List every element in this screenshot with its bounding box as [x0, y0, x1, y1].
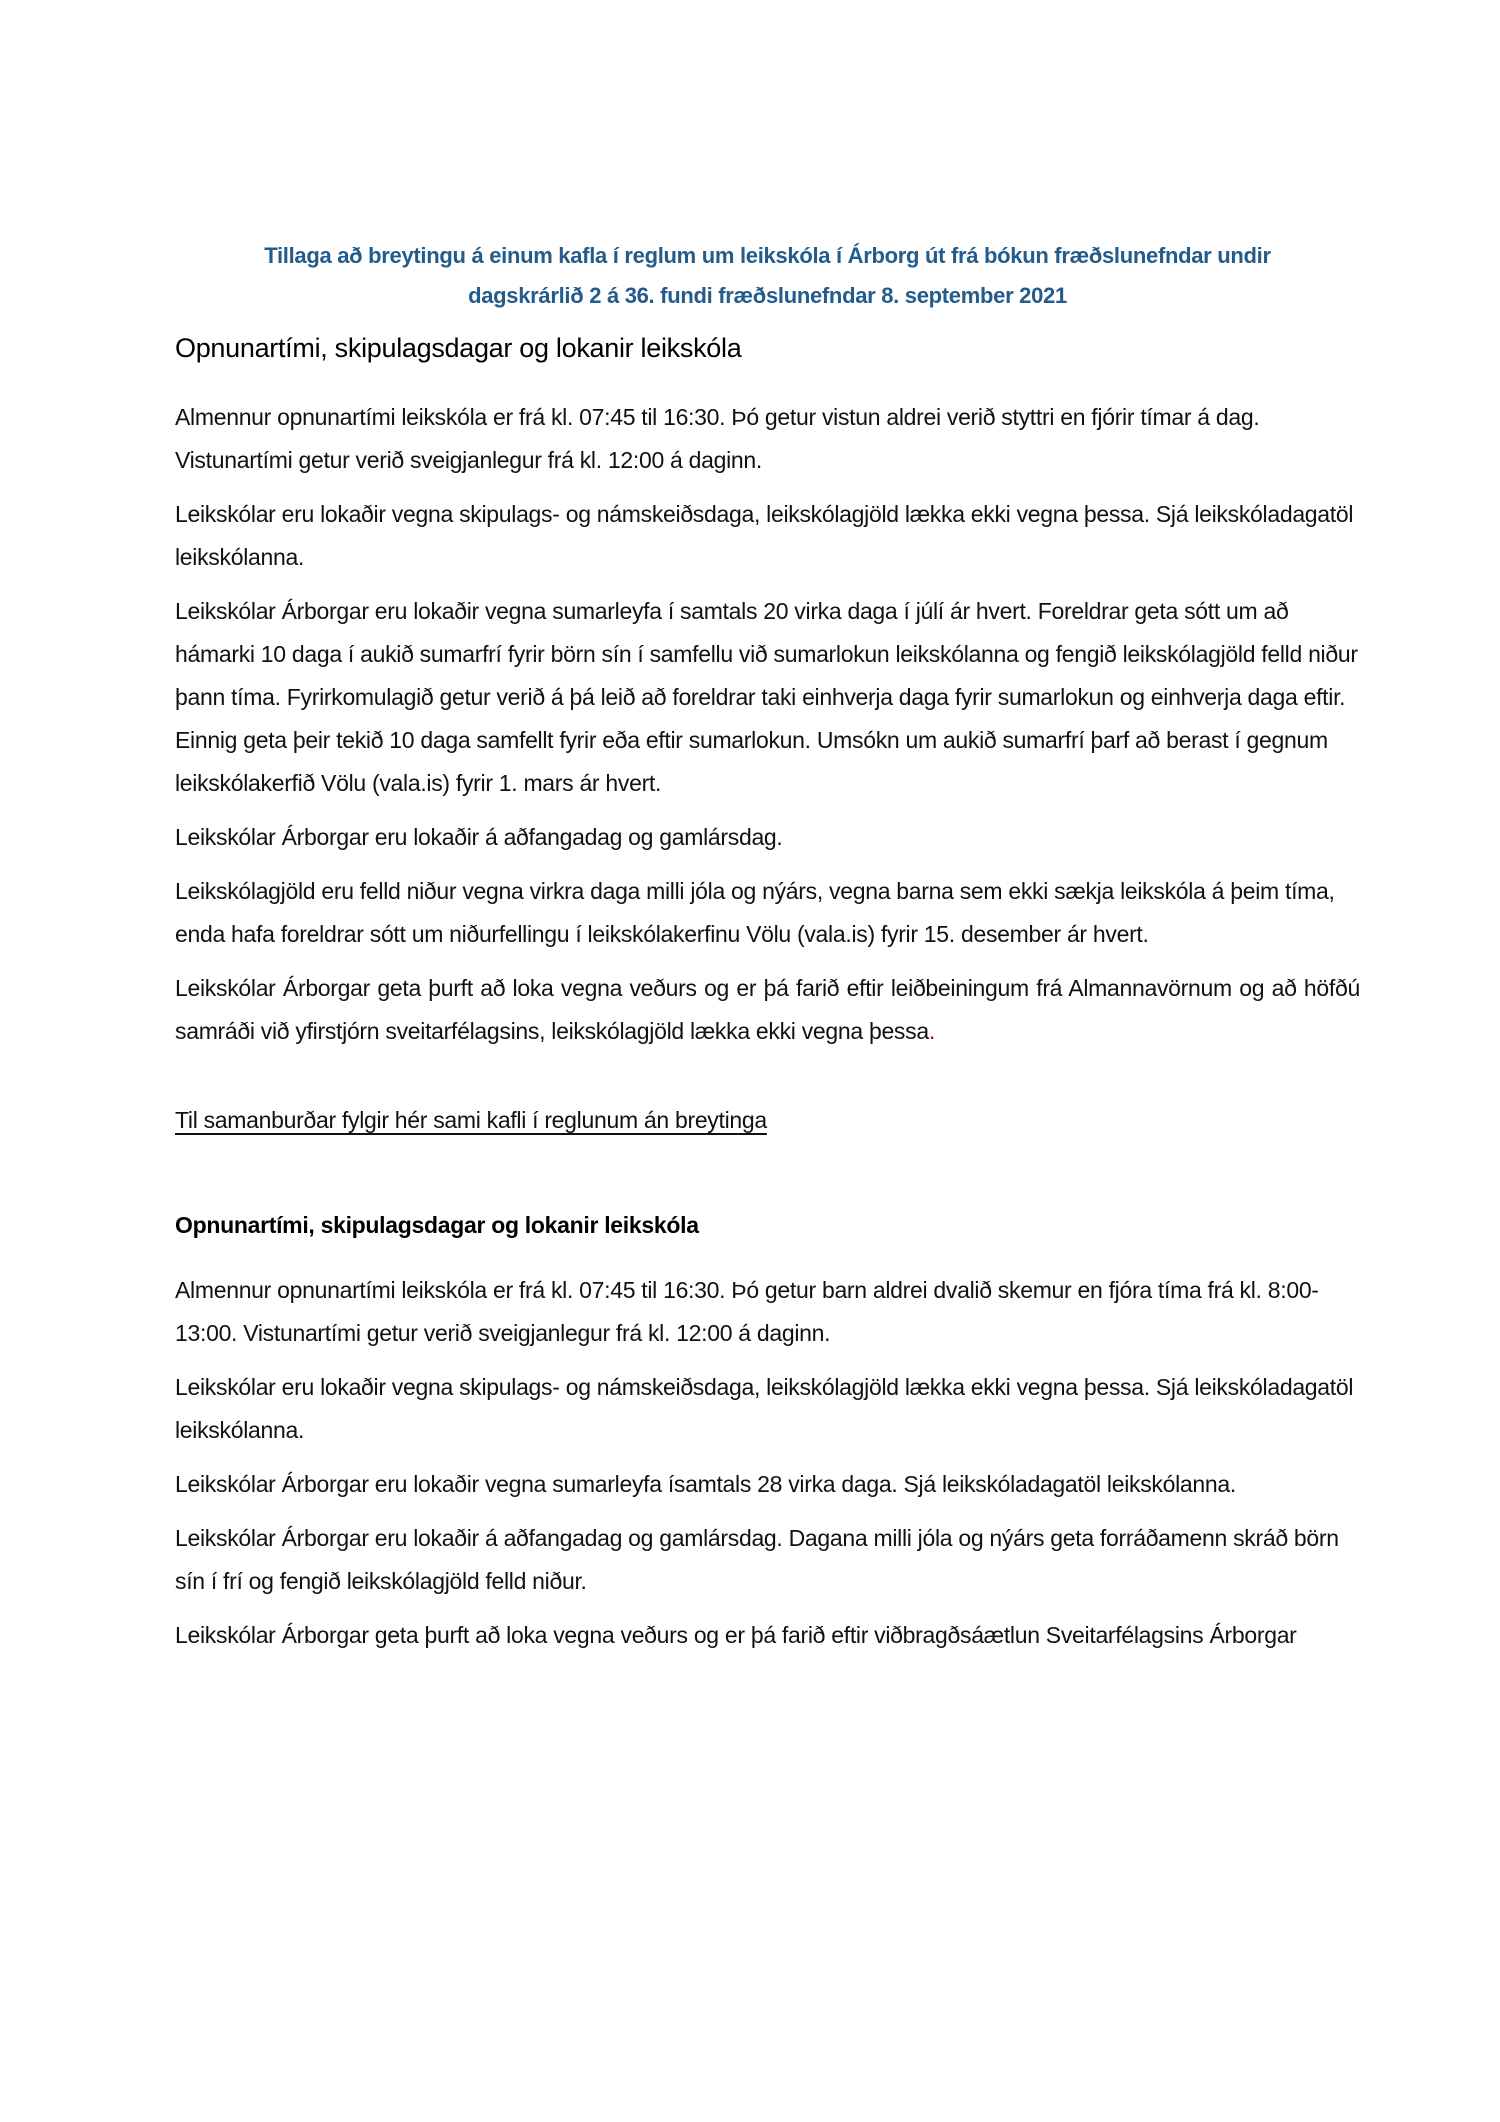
- paragraph-holiday-closure: Leikskólar Árborgar eru lokaðir á aðfangadag og gamlársdag.: [175, 824, 783, 850]
- comparison-heading: Til samanburðar fylgir hér sami kafli í reglunum án breytinga: [175, 1107, 767, 1133]
- section-heading-proposed: Opnunartími, skipulagsdagar og lokanir leikskóla: [175, 333, 742, 363]
- document-title-line-2: dagskrárlið 2 á 36. fundi fræðslunefndar 8. september 2021: [468, 283, 1067, 308]
- paragraph-opening-hours: Almennur opnunartími leikskóla er frá kl. 07:45 til 16:30. Þó getur vistun aldrei verið styttri en fjórir tímar á dag. Vistunartími getur verið sveigjanlegur frá kl. 12:00 á daginn.: [175, 404, 1260, 473]
- paragraph-current-summer-closure: Leikskólar Árborgar eru lokaðir vegna sumarleyfa ísamtals 28 virka daga. Sjá leikskóladagatöl leikskólanna.: [175, 1471, 1236, 1497]
- paragraph-weather-closure: [175, 967, 1360, 1053]
- document-title: [175, 236, 1360, 316]
- document-content: [175, 236, 1360, 1668]
- paragraph-planning-days: Leikskólar eru lokaðir vegna skipulags- og námskeiðsdaga, leikskólagjöld lækka ekki vegna þessa. Sjá leikskóladagatöl leikskólanna.: [175, 501, 1354, 570]
- paragraph-current-weather-closure: Leikskólar Árborgar geta þurft að loka vegna veðurs og er þá farið eftir viðbragðsáætlun Sveitarfélagsins Árborgar: [175, 1622, 1297, 1648]
- paragraph-fee-reduction: Leikskólagjöld eru felld niður vegna virkra daga milli jóla og nýárs, vegna barna sem ekki sækja leikskóla á þeim tíma, enda hafa foreldrar sótt um niðurfellingu í leikskólakerfinu Völu (vala.is) fyrir 15. desember ár hvert.: [175, 878, 1335, 947]
- section-heading-current: Opnunartími, skipulagsdagar og lokanir leikskóla: [175, 1212, 699, 1238]
- paragraph-current-planning-days: Leikskólar eru lokaðir vegna skipulags- og námskeiðsdaga, leikskólagjöld lækka ekki vegna þessa. Sjá leikskóladagatöl leikskólanna.: [175, 1374, 1354, 1443]
- document-title-line-1: Tillaga að breytingu á einum kafla í reglum um leikskóla í Árborg út frá bókun fræðslunefndar undir: [264, 243, 1271, 268]
- paragraph-current-holiday-closure: Leikskólar Árborgar eru lokaðir á aðfangadag og gamlársdag. Dagana milli jóla og nýárs geta forráðamenn skráð börn sín í frí og fengið leikskólagjöld felld niður.: [175, 1525, 1339, 1594]
- paragraph-weather-closure-text: Leikskólar Árborgar geta þurft að loka vegna veðurs og er þá farið eftir leiðbeiningum frá Almannavörnum og að höfðú samráði við yfirstjórn sveitarfélagsins, leikskólagjöld lækka ekki vegna þessa: [175, 975, 1360, 1044]
- paragraph-summer-closure: Leikskólar Árborgar eru lokaðir vegna sumarleyfa í samtals 20 virka daga í júlí ár hvert. Foreldrar geta sótt um að hámarki 10 daga í aukið sumarfrí fyrir börn sín í samfellu við sumarlokun leikskólanna og fengið leikskólagjöld felld niður þann tíma. Fyrirkomulagið getur verið á þá leið að foreldrar taki einhverja daga fyrir sumarlokun og einhverja daga eftir. Einnig geta þeir tekið 10 daga samfellt fyrir eða eftir sumarlokun. Umsókn um aukið sumarfrí þarf að berast í gegnum leikskólakerfið Völu (vala.is) fyrir 1. mars ár hvert.: [175, 598, 1358, 796]
- paragraph-current-opening-hours: Almennur opnunartími leikskóla er frá kl. 07:45 til 16:30. Þó getur barn aldrei dvalið skemur en fjóra tíma frá kl. 8:00-13:00. Vistunartími getur verið sveigjanlegur frá kl. 12:00 á daginn.: [175, 1277, 1319, 1346]
- red-period: .: [928, 1018, 935, 1044]
